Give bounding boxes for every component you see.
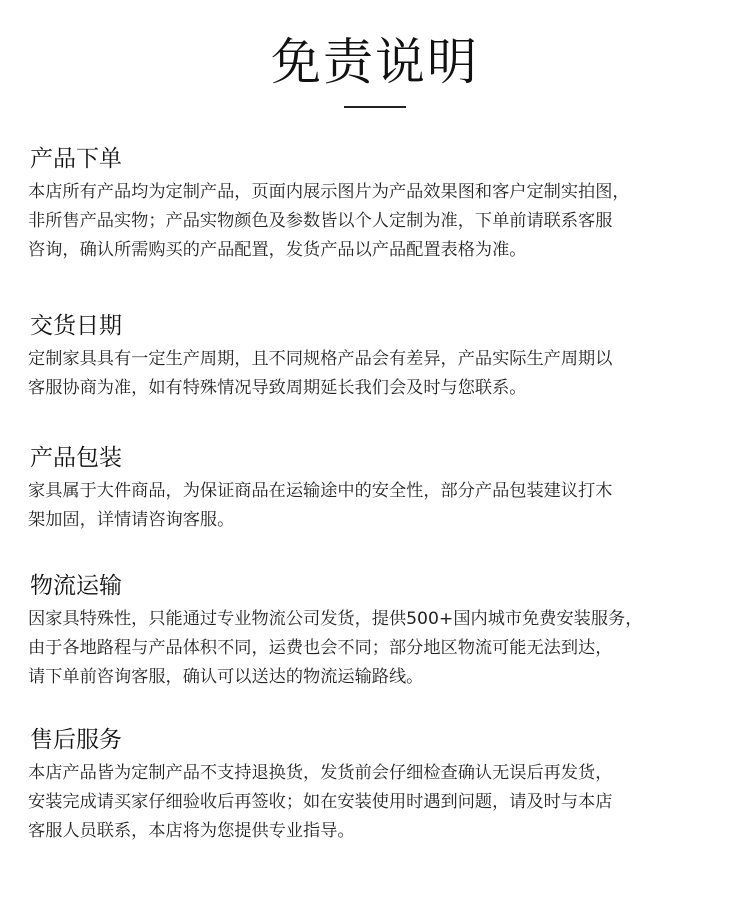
section-after-sales	[28, 725, 744, 846]
section-body: 本店所有产品均为定制产品，页面内展示图片为产品效果图和客户定制实拍图， 非所售产品实物；产品实物颜色及参数皆以个人定制为准，下单前请联系客服 咨询，确认所需购买的产品配置，发货产品以产品配置表格为准。	[28, 182, 630, 260]
section-shipping	[28, 571, 744, 692]
section-body: 因家具特殊性，只能通过专业物流公司发货，提供500+国内城市免费安装服务， 由于各地路程与产品体积不同，运费也会不同；部分地区物流可能无法到达， 请下单前咨询客服，确认可以送达的物流运输路线。	[28, 609, 643, 687]
section-heading: 产品下单	[30, 146, 122, 172]
title-underline	[344, 106, 406, 108]
page-title: 免责说明	[271, 33, 479, 91]
section-order	[28, 144, 744, 265]
section-heading: 交货日期	[30, 313, 122, 339]
section-heading: 产品包装	[30, 445, 122, 471]
section-body: 家具属于大件商品，为保证商品在运输途中的安全性，部分产品包装建议打木 架加固，详情请咨询客服。	[28, 481, 613, 530]
section-body: 本店产品皆为定制产品不支持退换货，发货前会仔细检查确认无误后再发货， 安装完成请买家仔细验收后再签收；如在安装使用时遇到问题，请及时与本店 客服人员联系，本店将为您提供专业指导。	[28, 763, 613, 841]
section-packaging	[28, 443, 744, 535]
section-heading: 物流运输	[30, 573, 122, 599]
section-delivery	[28, 311, 744, 403]
section-body: 定制家具具有一定生产周期，且不同规格产品会有差异，产品实际生产周期以 客服协商为准，如有特殊情况导致周期延长我们会及时与您联系。	[28, 349, 613, 398]
section-heading: 售后服务	[30, 727, 122, 753]
